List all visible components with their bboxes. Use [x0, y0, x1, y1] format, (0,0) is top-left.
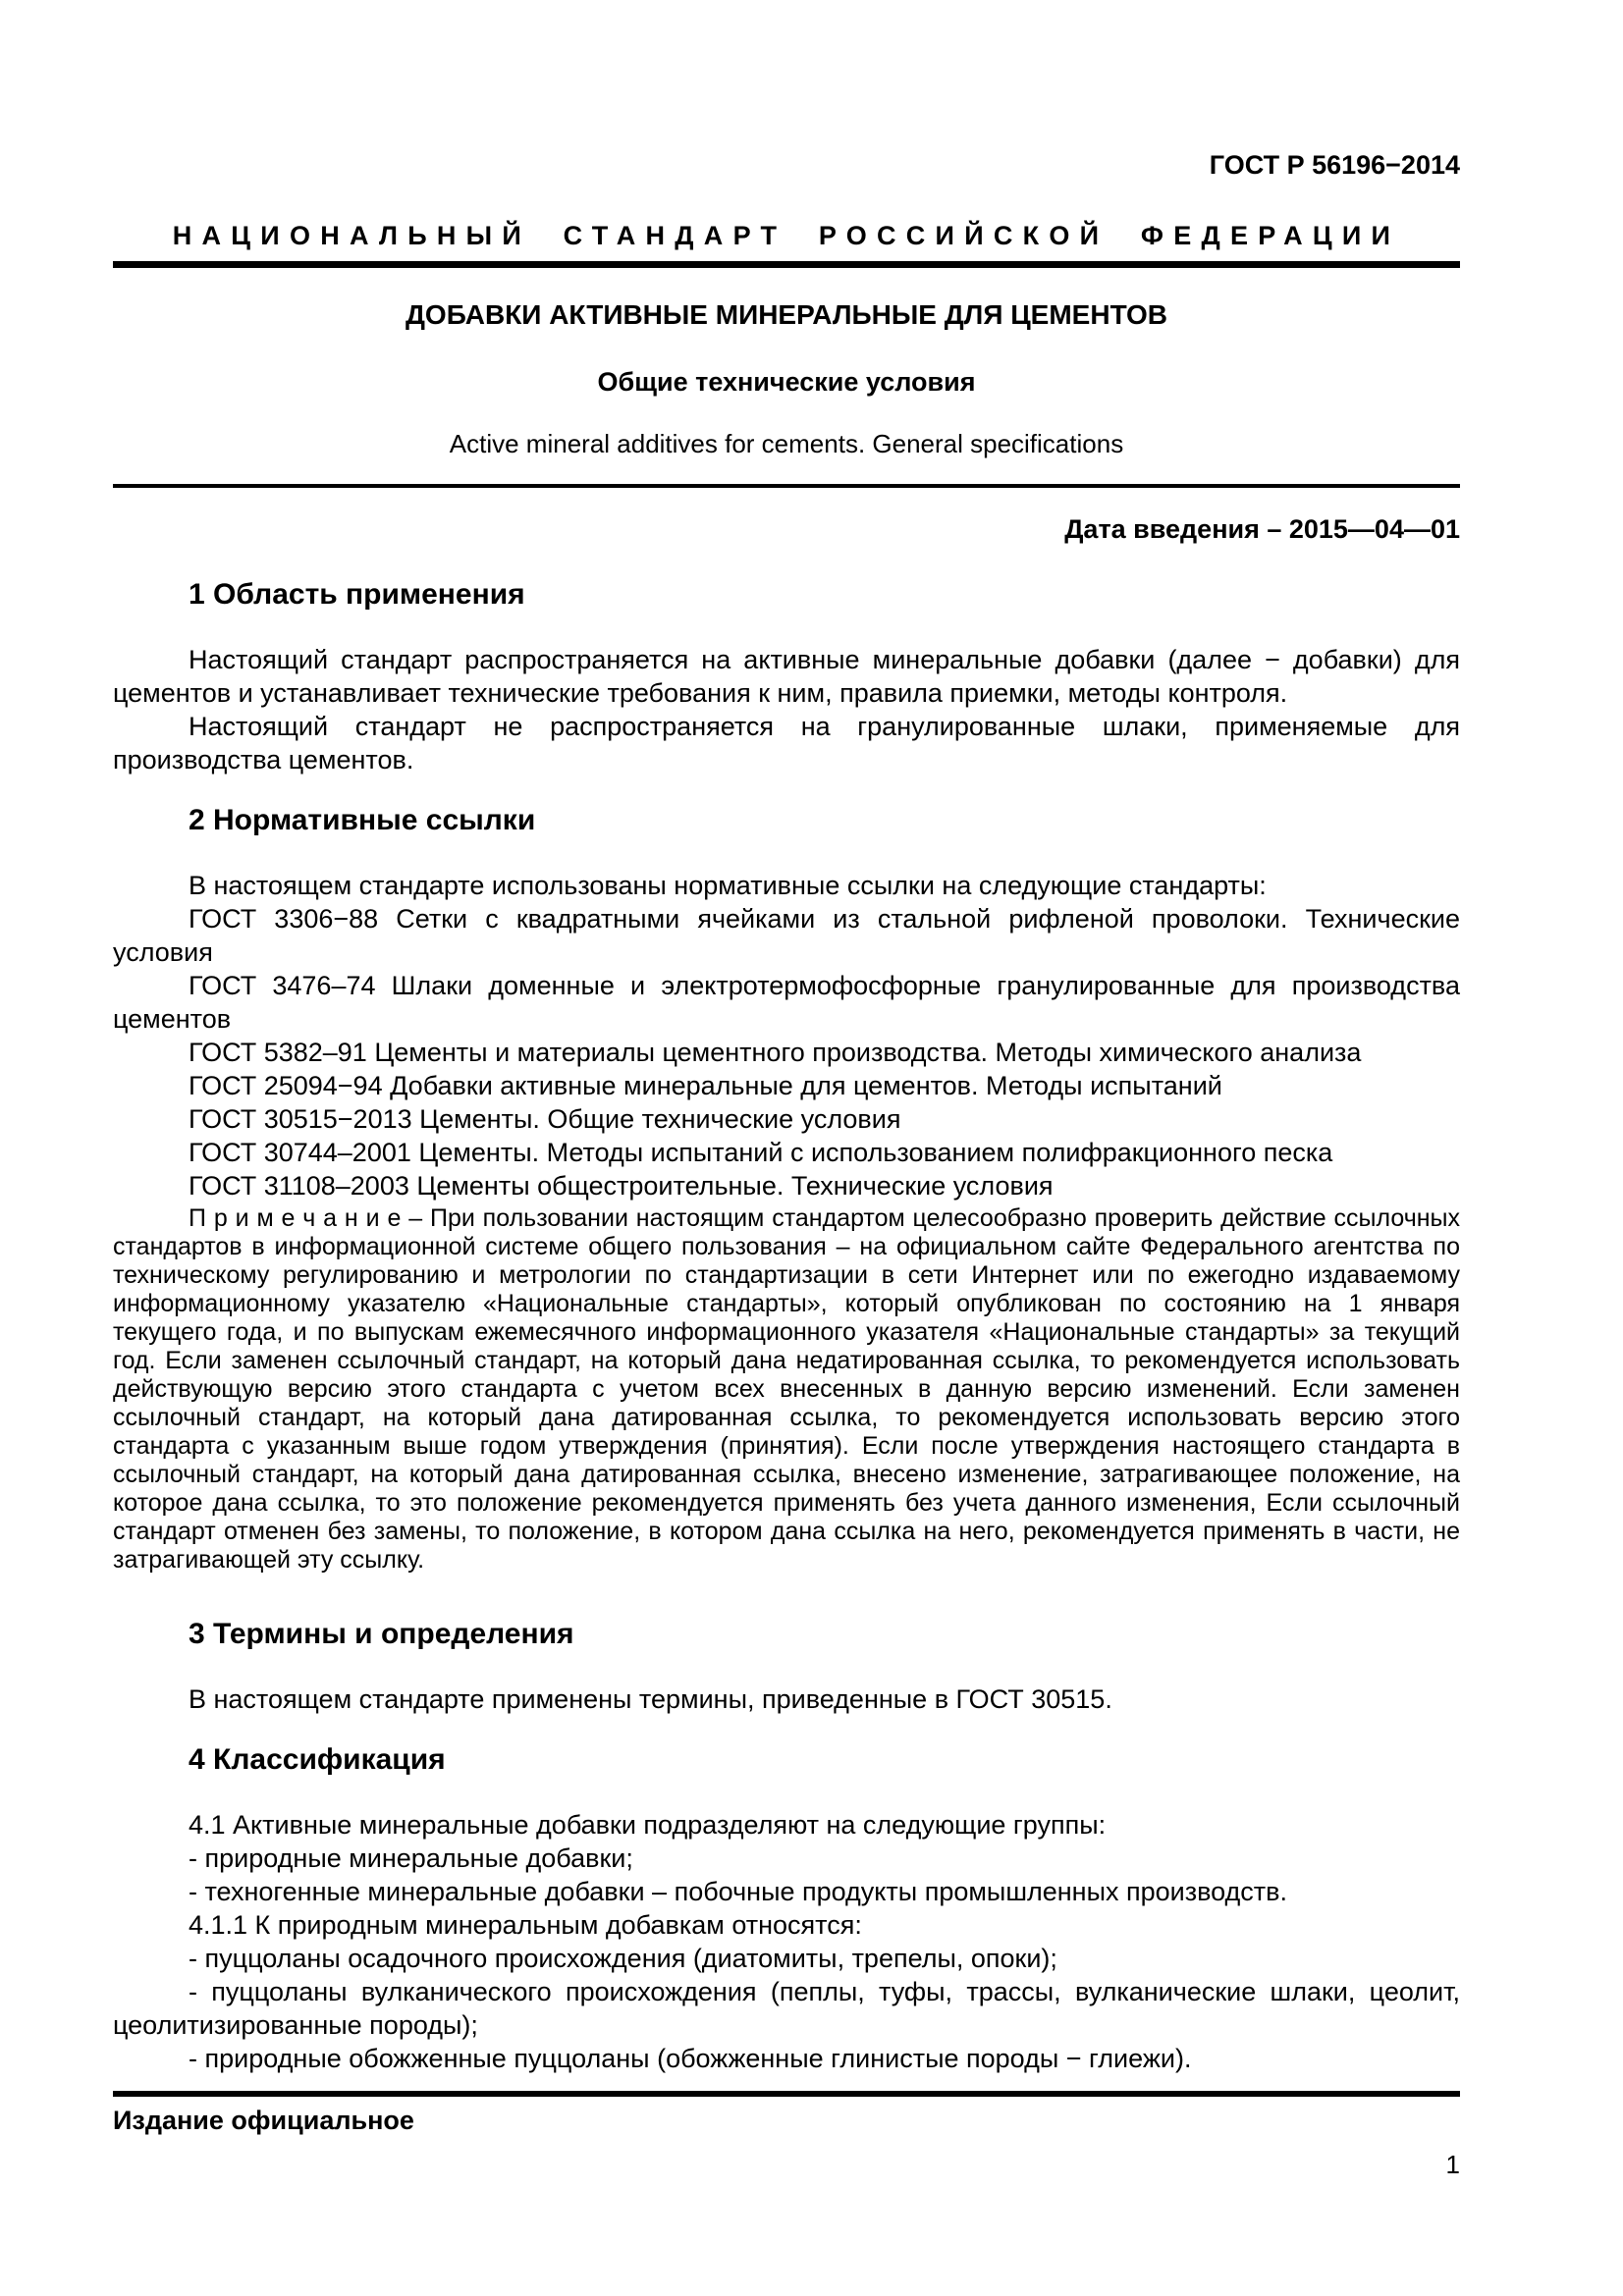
edition-label: Издание официальное: [113, 2106, 414, 2135]
effective-date: Дата введения – 2015—04—01: [1064, 514, 1460, 544]
national-standard-banner: НАЦИОНАЛЬНЫЙ СТАНДАРТ РОССИЙСКОЙ ФЕДЕРАЦИИ: [113, 220, 1460, 268]
section-3-paragraph: В настоящем стандарте применены термины, приведенные в ГОСТ 30515.: [189, 1684, 1112, 1714]
page-content: [113, 0, 1460, 2179]
classification-item: 4.1 Активные минеральные добавки подразделяют на следующие группы:: [189, 1810, 1107, 1840]
classification-item: - пуццоланы вулканического происхождения (пеплы, туфы, трассы, вулканические шлаки, цеолит, цеолитизированные породы);: [113, 1977, 1460, 2040]
section-4-heading: 4 Классификация: [189, 1743, 446, 1776]
page-number: 1: [1445, 2150, 1460, 2179]
document-title: ДОБАВКИ АКТИВНЫЕ МИНЕРАЛЬНЫЕ ДЛЯ ЦЕМЕНТОВ: [405, 299, 1167, 330]
section-2-note: П р и м е ч а н и е – При пользовании настоящим стандартом целесообразно проверить действие ссылочных стандартов в информационной системе общего пользования – на официальном сайте Федерального агентства по техническому регулированию и метрологии по стандартизации в сети Интернет или по ежегодно издаваемому информационному указателю «Национальные стандарты», который опубликован по состоянию на 1 января текущего года, и по выпускам ежемесячного информационного указателя «Национальные стандарты» за текущий год. Если заменен ссылочный стандарт, на который дана недатированная ссылка, то рекомендуется использовать действующую версию этого стандарта с учетом всех внесенных в данную версию изменений. Если заменен ссылочный стандарт, на который дана датированная ссылка, то рекомендуется использовать версию этого стандарта с указанным выше годом утверждения (принятия). Если после утверждения настоящего стандарта в ссылочный стандарт, на который дана датированная ссылка, внесено изменение, затрагивающее положение, на которое дана ссылка, то это положение рекомендуется применять без учета данного изменения, Если ссылочный стандарт отменен без замены, то положение, в котором дана ссылка на него, рекомендуется применять в части, не затрагивающей эту ссылку.: [113, 1204, 1460, 1574]
standard-reference: ГОСТ 30744–2001 Цементы. Методы испытаний с использованием полифракционного песка: [189, 1138, 1333, 1167]
classification-item: - пуццоланы осадочного происхождения (диатомиты, трепелы, опоки);: [189, 1944, 1057, 1973]
document-number: ГОСТ Р 56196−2014: [1209, 150, 1460, 180]
standard-reference: ГОСТ 30515−2013 Цементы. Общие технические условия: [189, 1104, 901, 1134]
section-1-paragraph: Настоящий стандарт распространяется на активные минеральные добавки (далее − добавки) для цементов и устанавливает технические требования к ним, правила приемки, методы контроля.: [113, 645, 1460, 708]
standard-reference: ГОСТ 3476–74 Шлаки доменные и электротермофосфорные гранулированные для производства цементов: [113, 971, 1460, 1034]
classification-item: - природные минеральные добавки;: [189, 1843, 633, 1873]
standard-reference: ГОСТ 25094−94 Добавки активные минеральные для цементов. Методы испытаний: [189, 1071, 1222, 1100]
classification-item: 4.1.1 К природным минеральным добавкам относятся:: [189, 1910, 862, 1940]
footer-divider: [113, 2091, 1460, 2097]
section-1-paragraph: Настоящий стандарт не распространяется на гранулированные шлаки, применяемые для производства цементов.: [113, 712, 1460, 774]
standard-reference: ГОСТ 31108–2003 Цементы общестроительные. Технические условия: [189, 1171, 1054, 1201]
standard-reference: ГОСТ 3306−88 Сетки с квадратными ячейками из стальной рифленой проволоки. Технические условия: [113, 904, 1460, 967]
standard-reference: ГОСТ 5382–91 Цементы и материалы цементного производства. Методы химического анализа: [189, 1038, 1362, 1067]
classification-item: - природные обожженные пуццоланы (обожженные глинистые породы − глиежи).: [189, 2044, 1192, 2073]
section-2-heading: 2 Нормативные ссылки: [189, 804, 536, 836]
document-title-english: Active mineral additives for cements. General specifications: [449, 429, 1124, 458]
section-1-heading: 1 Область применения: [189, 578, 525, 611]
document-subtitle: Общие технические условия: [597, 367, 976, 397]
section-3-heading: 3 Термины и определения: [189, 1618, 574, 1650]
section-2-intro: В настоящем стандарте использованы нормативные ссылки на следующие стандарты:: [189, 871, 1267, 900]
header-divider: [113, 484, 1460, 488]
classification-item: - техногенные минеральные добавки – побочные продукты промышленных производств.: [189, 1877, 1288, 1906]
